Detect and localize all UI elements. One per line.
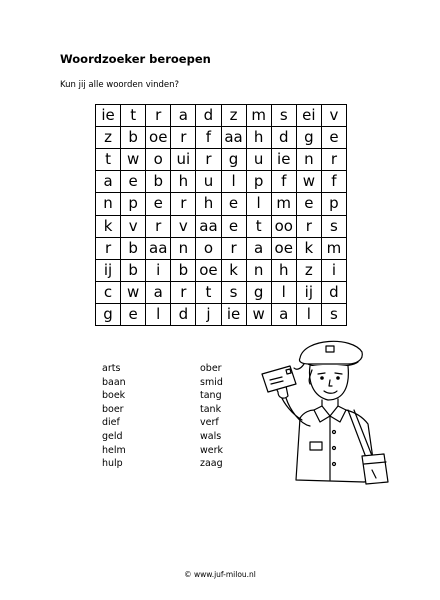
grid-cell: t bbox=[121, 105, 146, 127]
word-list-item: tang bbox=[200, 390, 222, 402]
word-list-item: geld bbox=[102, 430, 123, 442]
grid-cell: aa bbox=[196, 216, 221, 238]
grid-cell: o bbox=[146, 149, 171, 171]
grid-cell: e bbox=[222, 216, 247, 238]
grid-cell: m bbox=[322, 238, 347, 260]
grid-cell: f bbox=[272, 171, 297, 193]
grid-cell: ij bbox=[96, 260, 121, 282]
grid-cell: b bbox=[146, 171, 171, 193]
grid-cell: aa bbox=[222, 127, 247, 149]
grid-cell: z bbox=[222, 105, 247, 127]
grid-cell: t bbox=[96, 149, 121, 171]
grid-cell: g bbox=[247, 282, 272, 304]
grid-cell: ie bbox=[222, 304, 247, 326]
grid-cell: g bbox=[297, 127, 322, 149]
grid-cell: r bbox=[297, 216, 322, 238]
grid-cell: z bbox=[96, 127, 121, 149]
grid-cell: u bbox=[196, 171, 221, 193]
word-list-item: helm bbox=[102, 444, 126, 456]
grid-cell: r bbox=[171, 193, 196, 215]
grid-cell: a bbox=[247, 238, 272, 260]
footer-copyright: © www.juf-milou.nl bbox=[184, 570, 256, 579]
grid-cell: e bbox=[222, 193, 247, 215]
grid-cell: n bbox=[96, 193, 121, 215]
grid-cell: oe bbox=[196, 260, 221, 282]
grid-cell: k bbox=[297, 238, 322, 260]
grid-cell: r bbox=[96, 238, 121, 260]
grid-cell: h bbox=[247, 127, 272, 149]
grid-cell: e bbox=[121, 171, 146, 193]
mail-carrier-illustration bbox=[252, 330, 392, 500]
grid-cell: s bbox=[322, 216, 347, 238]
grid-cell: g bbox=[96, 304, 121, 326]
word-list-item: boek bbox=[102, 390, 126, 402]
grid-cell: u bbox=[247, 149, 272, 171]
grid-cell: l bbox=[146, 304, 171, 326]
grid-cell: aa bbox=[146, 238, 171, 260]
grid-cell: r bbox=[196, 149, 221, 171]
grid-cell: r bbox=[222, 238, 247, 260]
grid-cell: l bbox=[222, 171, 247, 193]
grid-cell: l bbox=[297, 304, 322, 326]
grid-cell: i bbox=[322, 260, 347, 282]
grid-cell: j bbox=[196, 304, 221, 326]
grid-cell: a bbox=[272, 304, 297, 326]
grid-cell: t bbox=[196, 282, 221, 304]
word-list-item: verf bbox=[200, 417, 219, 429]
grid-cell: a bbox=[171, 105, 196, 127]
grid-cell: n bbox=[297, 149, 322, 171]
grid-cell: e bbox=[297, 193, 322, 215]
grid-cell: b bbox=[121, 260, 146, 282]
word-list-item: baan bbox=[102, 376, 126, 388]
grid-cell: d bbox=[196, 105, 221, 127]
grid-cell: e bbox=[146, 193, 171, 215]
grid-cell: w bbox=[121, 149, 146, 171]
worksheet-instruction: Kun jij alle woorden vinden? bbox=[60, 80, 179, 90]
grid-cell: ie bbox=[96, 105, 121, 127]
grid-cell: z bbox=[297, 260, 322, 282]
grid-cell: b bbox=[171, 260, 196, 282]
grid-cell: h bbox=[196, 193, 221, 215]
word-list-item: dief bbox=[102, 417, 120, 429]
word-list-item: arts bbox=[102, 363, 121, 374]
grid-cell: m bbox=[247, 105, 272, 127]
word-list-item: smid bbox=[200, 376, 223, 388]
grid-cell: w bbox=[247, 304, 272, 326]
grid-cell: b bbox=[121, 238, 146, 260]
grid-cell: t bbox=[247, 216, 272, 238]
word-list-item: wals bbox=[200, 430, 222, 442]
grid-cell: f bbox=[322, 171, 347, 193]
grid-cell: s bbox=[272, 105, 297, 127]
grid-cell: o bbox=[196, 238, 221, 260]
grid-cell: oe bbox=[146, 127, 171, 149]
grid-cell: r bbox=[171, 127, 196, 149]
grid-cell: v bbox=[121, 216, 146, 238]
grid-cell: r bbox=[322, 149, 347, 171]
word-list-item: hulp bbox=[102, 458, 123, 470]
grid-cell: r bbox=[146, 216, 171, 238]
grid-cell: oe bbox=[272, 238, 297, 260]
grid-cell: n bbox=[171, 238, 196, 260]
grid-cell: v bbox=[322, 105, 347, 127]
grid-cell: ui bbox=[171, 149, 196, 171]
grid-cell: s bbox=[222, 282, 247, 304]
grid-cell: a bbox=[146, 282, 171, 304]
grid-cell: n bbox=[247, 260, 272, 282]
grid-cell: w bbox=[121, 282, 146, 304]
word-search-grid bbox=[95, 104, 347, 326]
word-list-item: ober bbox=[200, 363, 222, 374]
grid-cell: l bbox=[272, 282, 297, 304]
grid-cell: r bbox=[171, 282, 196, 304]
grid-cell: d bbox=[272, 127, 297, 149]
grid-cell: e bbox=[121, 304, 146, 326]
grid-cell: f bbox=[196, 127, 221, 149]
grid-cell: oo bbox=[272, 216, 297, 238]
grid-cell: w bbox=[297, 171, 322, 193]
grid-cell: ij bbox=[297, 282, 322, 304]
grid-cell: s bbox=[322, 304, 347, 326]
grid-cell: v bbox=[171, 216, 196, 238]
grid-cell: k bbox=[222, 260, 247, 282]
grid-cell: ei bbox=[297, 105, 322, 127]
grid-cell: h bbox=[272, 260, 297, 282]
grid-cell: p bbox=[121, 193, 146, 215]
grid-cell: c bbox=[96, 282, 121, 304]
grid-cell: d bbox=[322, 282, 347, 304]
word-list-column-1 bbox=[102, 362, 126, 471]
grid-cell: p bbox=[247, 171, 272, 193]
grid-cell: b bbox=[121, 127, 146, 149]
grid-cell: d bbox=[171, 304, 196, 326]
word-list-item: werk bbox=[200, 444, 224, 456]
grid-cell: h bbox=[171, 171, 196, 193]
word-list-item: tank bbox=[200, 403, 222, 415]
grid-cell: i bbox=[146, 260, 171, 282]
grid-cell: ie bbox=[272, 149, 297, 171]
grid-cell: p bbox=[322, 193, 347, 215]
word-list-item: boer bbox=[102, 403, 124, 415]
grid-cell: g bbox=[222, 149, 247, 171]
word-list-item: zaag bbox=[200, 458, 223, 470]
grid-cell: l bbox=[247, 193, 272, 215]
grid-cell: k bbox=[96, 216, 121, 238]
grid-cell: e bbox=[322, 127, 347, 149]
word-list-column-2 bbox=[200, 362, 223, 471]
worksheet-title: Woordzoeker beroepen bbox=[60, 52, 211, 66]
grid-cell: r bbox=[146, 105, 171, 127]
grid-cell: m bbox=[272, 193, 297, 215]
grid-cell: a bbox=[96, 171, 121, 193]
